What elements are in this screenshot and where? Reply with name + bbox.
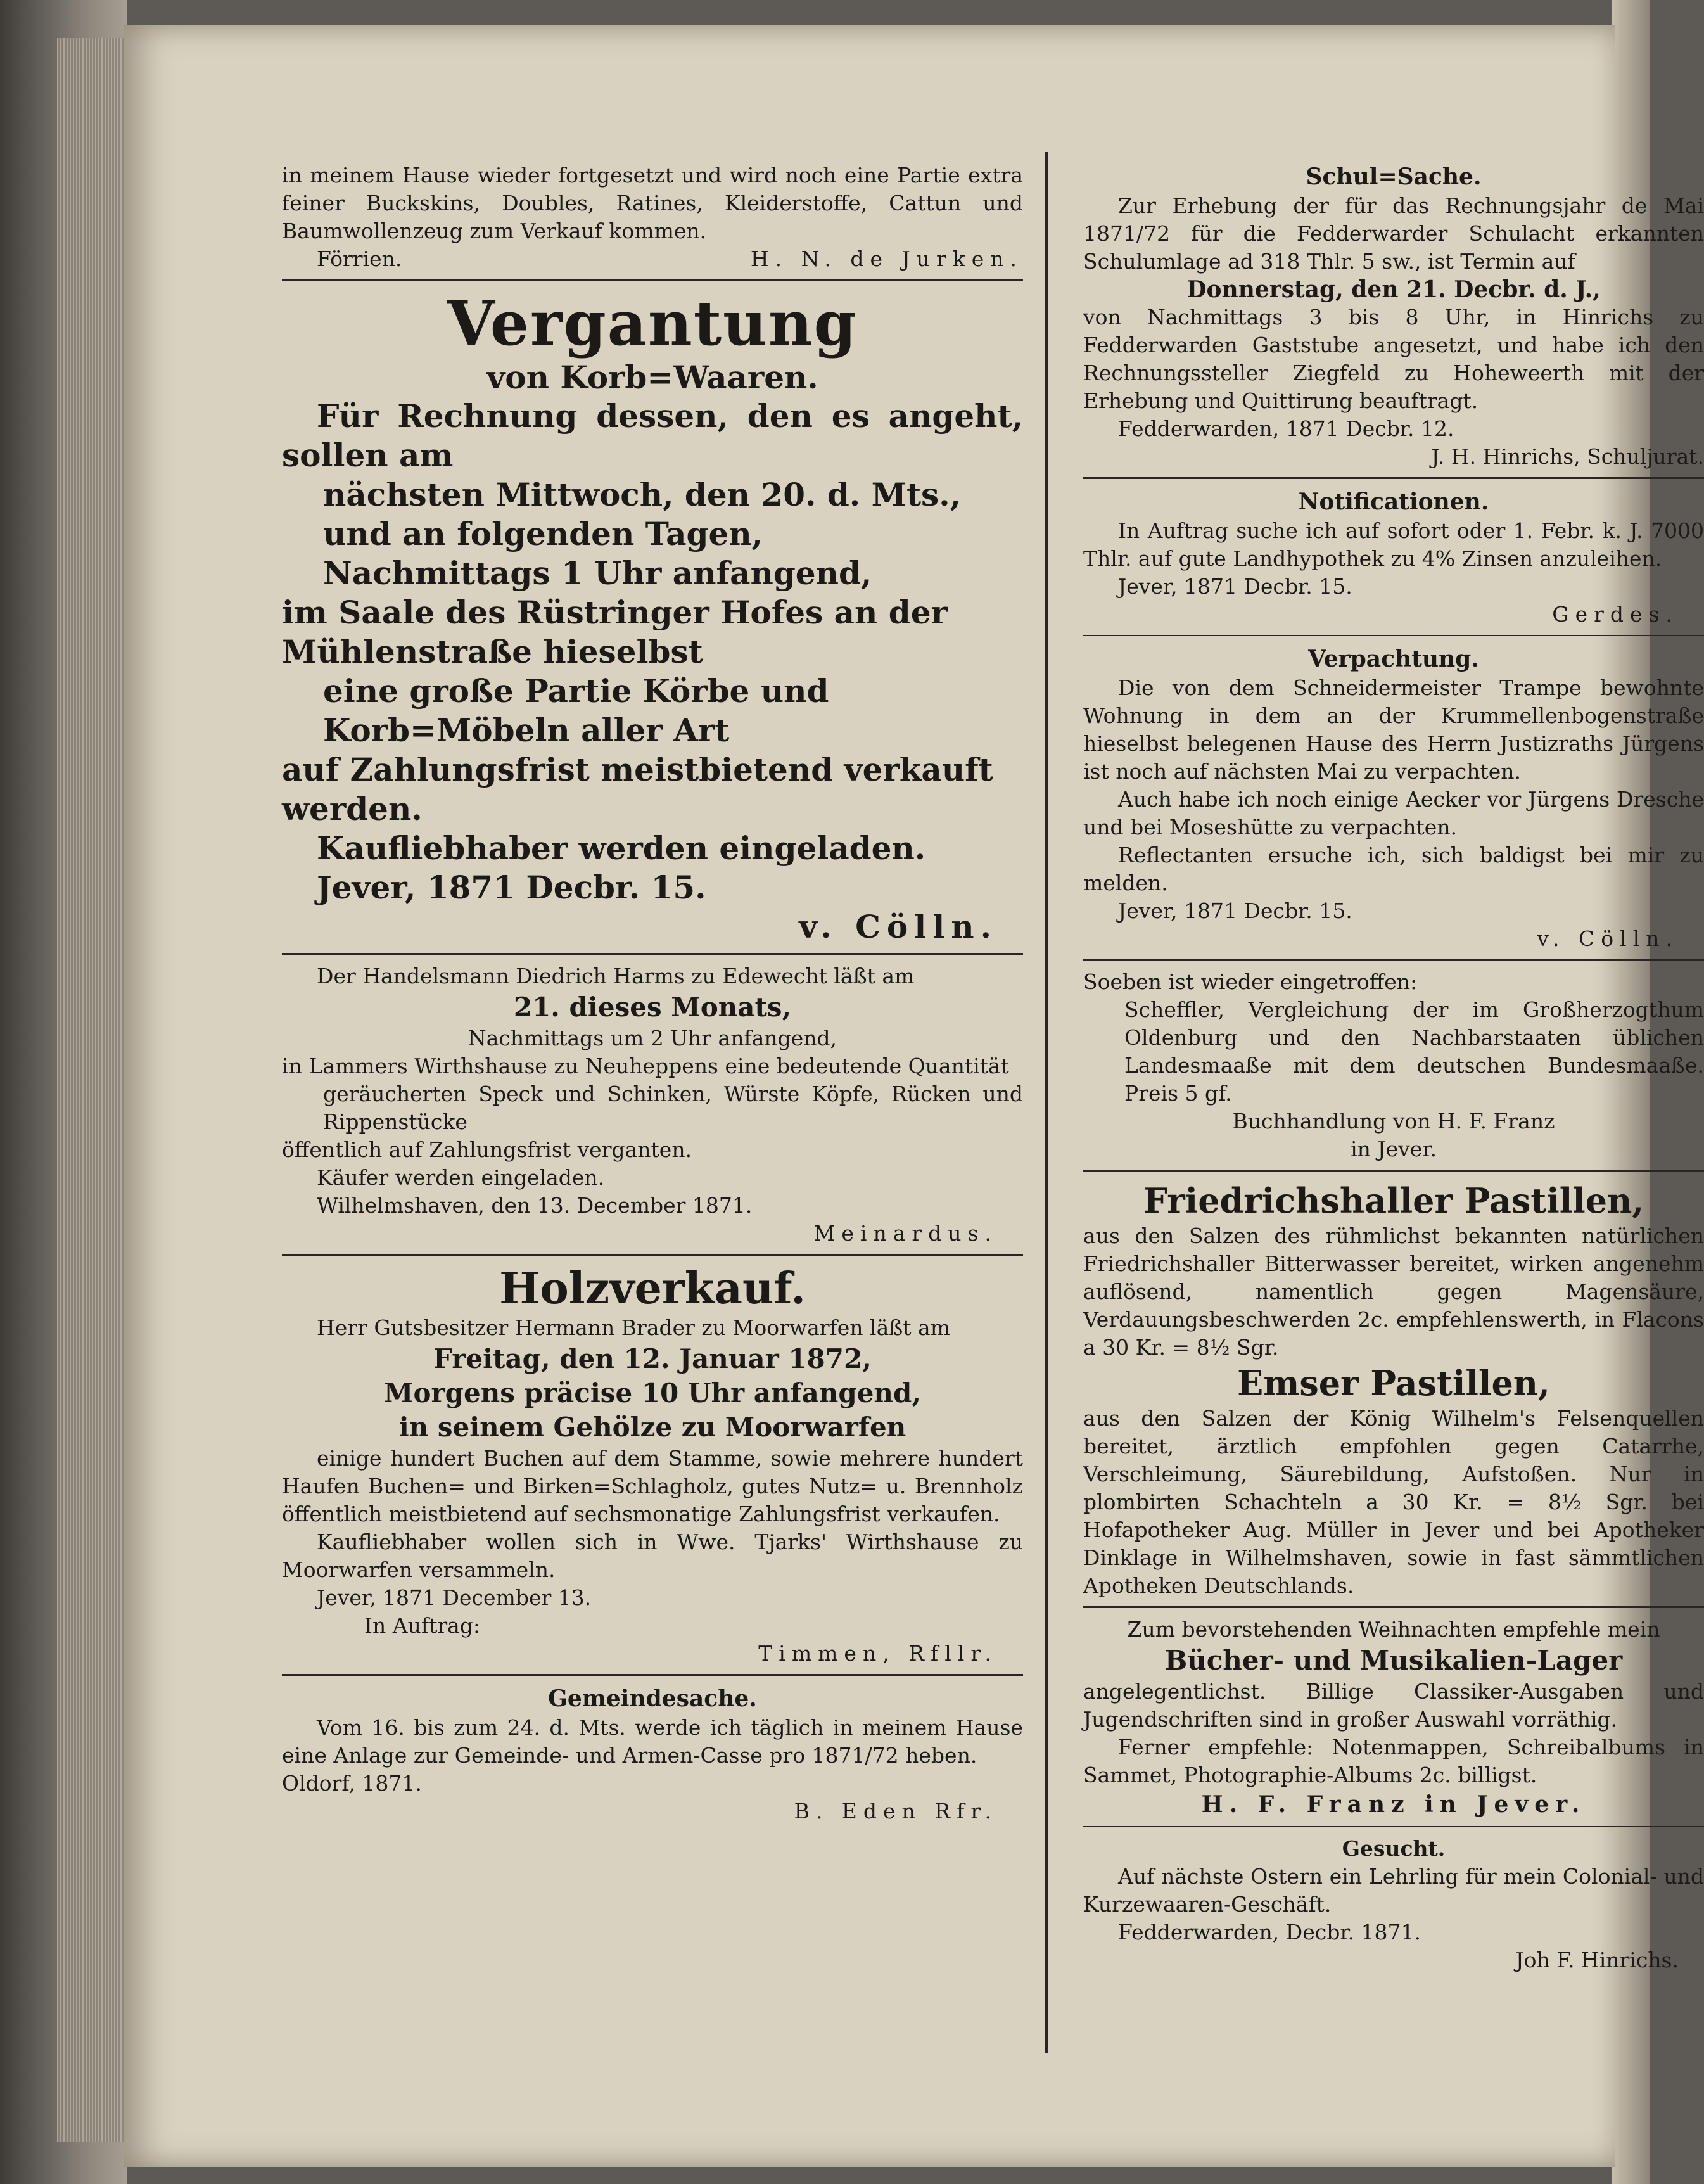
ad-location-big: in seinem Gehölze zu Moorwarfen — [398, 1412, 906, 1443]
ad-line: Kaufliebhaber werden eingeladen. — [317, 829, 926, 867]
ad-text: Kaufliebhaber wollen sich in Wwe. Tjarks' Wirthshause zu Moorwarfen versammeln. — [282, 1529, 1023, 1582]
ad-text: angelegentlichst. Billige Classiker-Ausgaben und Jugendschriften sind in großer Auswahl vorräthig. — [1083, 1679, 1704, 1732]
ad-date: Jever, 1871 Decbr. 15. — [317, 869, 706, 906]
ad-line: eine große Partie Körbe und Korb=Möbeln aller Art — [323, 672, 829, 749]
signer: B. Eden Rfr. — [794, 1799, 998, 1823]
signature-row — [282, 245, 1023, 273]
ad-text: aus den Salzen der König Wilhelm's Felsenquellen bereitet, ärztlich empfohlen gegen Catarrhe, Verschleimung, Säurebildung, Aufstoßen. Nur in plombirten Schachteln a 30 Kr. = 8½ Sgr. bei Hofapotheker Aug. Müller in Jever und bei Apotheker Dinklage in Wilhelmshaven, sowie in fast sämmtlichen Apotheken Deutschlands. — [1083, 1406, 1704, 1598]
ad-text: Soeben ist wieder eingetroffen: — [1083, 969, 1418, 994]
ad-text: Die von dem Schneidermeister Trampe bewohnte Wohnung in dem an der Krummellenbogenstraße hieselbst belegenen Hause des Herrn Justizraths Jürgens ist noch auf nächsten Mai zu verpachten. — [1083, 675, 1704, 784]
ad-line: im Saale des Rüstringer Hofes an der Mühlenstraße hieselbst — [282, 594, 948, 670]
separator — [282, 1254, 1023, 1256]
ad-title: Verpachtung. — [1308, 646, 1479, 672]
ad-harms — [282, 962, 1023, 1248]
ad-title: Bücher- und Musikalien-Lager — [1164, 1645, 1623, 1676]
ad-korb-vergantung — [282, 289, 1023, 947]
signer: Gerdes. — [1552, 602, 1679, 627]
ad-date: Oldorf, 1871. — [282, 1771, 422, 1796]
ad-text: von Nachmittags 3 bis 8 Uhr, in Hinrichs zu Fedderwarden Gaststube angesetzt, und habe ich den Rechnungssteller Ziegfeld zu Hoheweerth mit der Erhebung und Quittirung beauftragt. — [1083, 305, 1704, 413]
signer: Timmen, Rfllr. — [758, 1641, 998, 1666]
ad-date: Jever, 1871 Decbr. 15. — [1118, 574, 1352, 599]
separator — [1083, 1170, 1704, 1172]
ad-text: Auf nächste Ostern ein Lehrling für mein Colonial- und Kurzewaaren-Geschäft. — [1083, 1864, 1704, 1917]
signer: v. Cölln. — [799, 908, 998, 945]
ad-date: Jever, 1871 December 13. — [317, 1585, 592, 1610]
ad-text: Reflectanten ersuche ich, sich baldigst bei mir zu melden. — [1083, 843, 1704, 895]
ad-emser — [1083, 1362, 1704, 1600]
ad-text: einige hundert Buchen auf dem Stamme, sowie mehrere hundert Haufen Buchen= und Birken=Schlagholz, gutes Nutz= u. Brennholz öffentlich meistbietend auf sechsmonatige Zahlungsfrist verkaufen. — [282, 1446, 1023, 1526]
ad-text: in Lammers Wirthshause zu Neuheppens eine bedeutende Quantität — [282, 1054, 1009, 1078]
ad-title: Emser Pastillen, — [1237, 1363, 1550, 1403]
ad-franz-lager — [1083, 1616, 1704, 1820]
column-divider — [1045, 152, 1048, 2053]
ad-text: Auch habe ich noch einige Aecker vor Jürgens Dresche und bei Moseshütte zu verpachten. — [1083, 787, 1704, 840]
ad-date-big: Freitag, den 12. Januar 1872, — [433, 1343, 872, 1374]
ad-title: Gemeindesache. — [548, 1685, 757, 1712]
ad-verpachtung — [1083, 644, 1704, 953]
ad-text: geräucherten Speck und Schinken, Würste Köpfe, Rücken und Rippenstücke — [323, 1082, 1023, 1134]
ad-date-big: Donnerstag, den 21. Decbr. d. J., — [1186, 276, 1601, 303]
separator — [1083, 477, 1704, 479]
book-page-stack — [57, 38, 127, 2142]
ad-friedrichshaller — [1083, 1179, 1704, 1362]
left-column — [282, 162, 1023, 1825]
ad-date: Jever, 1871 Decbr. 15. — [1118, 898, 1352, 923]
ad-line: Nachmittags 1 Uhr anfangend, — [323, 554, 872, 592]
signer: Joh F. Hinrichs. — [1515, 1948, 1679, 1972]
ad-text: Herr Gutsbesitzer Hermann Brader zu Moorwarfen läßt am — [317, 1315, 951, 1340]
right-column — [1083, 162, 1704, 1974]
ad-date: Wilhelmshaven, den 13. December 1871. — [317, 1193, 753, 1218]
ad-text: in meinem Hause wieder fortgesetzt und wird noch eine Partie extra feiner Buckskins, Doubles, Ratines, Kleiderstoffe, Cattun und Baumwollenzeug zum Verkauf kommen. — [282, 163, 1023, 243]
ad-holzverkauf — [282, 1263, 1023, 1668]
ad-line: nächsten Mittwoch, den 20. d. Mts., und an folgenden Tagen, — [323, 476, 962, 552]
ad-title: Friedrichshaller Pastillen, — [1143, 1180, 1644, 1221]
signer: H. N. de Jurken. — [750, 246, 1023, 271]
separator — [282, 1674, 1023, 1676]
ad-title: Holzverkauf. — [499, 1263, 806, 1314]
ad-date: Fedderwarden, 1871 Decbr. 12. — [1118, 416, 1454, 441]
ad-gemeindesache — [282, 1683, 1023, 1825]
ad-schulsache — [1083, 162, 1704, 471]
ad-time-big: Morgens präcise 10 Uhr anfangend, — [384, 1377, 921, 1408]
ad-text: Zur Erhebung der für das Rechnungsjahr de Mai 1871/72 für die Fedderwarder Schulacht erkannten Schulumlage ad 318 Thlr. 5 sw., ist Termin auf — [1083, 193, 1704, 274]
ad-gesucht — [1083, 1835, 1704, 1974]
ad-text: In Auftrag: — [364, 1613, 481, 1638]
ad-date-big: 21. dieses Monats, — [513, 992, 792, 1023]
ad-text: Buchhandlung von H. F. Franz — [1232, 1109, 1555, 1134]
separator — [282, 279, 1023, 281]
ad-title: Notificationen. — [1298, 489, 1489, 515]
separator — [1083, 1826, 1704, 1827]
ad-line: Für Rechnung dessen, den es angeht, sollen am — [282, 397, 1023, 474]
signer: Meinardus. — [813, 1221, 998, 1246]
ad-text: Zum bevorstehenden Weihnachten empfehle mein — [1127, 1617, 1660, 1642]
separator — [1083, 959, 1704, 961]
ad-subtitle: von Korb=Waaren. — [486, 359, 818, 396]
ad-text: Käufer werden eingeladen. — [317, 1165, 605, 1190]
ad-text: Vom 16. bis zum 24. d. Mts. werde ich täglich in meinem Hause eine Anlage zur Gemeinde- und Armen-Casse pro 1871/72 heben. — [282, 1715, 1023, 1768]
ad-text: aus den Salzen des rühmlichst bekannten natürlichen Friedrichshaller Bitterwasser bereitet, wirken angenehm auflösend, namentlich gegen Magensäure, Verdauungsbeschwerden 2c. empfehlenswerth, in Flacons a 30 Kr. = 8½ Sgr. — [1083, 1223, 1704, 1360]
ad-text: Nachmittags um 2 Uhr anfangend, — [467, 1026, 837, 1050]
separator — [1083, 1606, 1704, 1608]
ad-text: Ferner empfehle: Notenmappen, Schreibalbums in Sammet, Photographie-Albums 2c. billigst. — [1083, 1735, 1704, 1787]
ad-notificationen — [1083, 487, 1704, 629]
ad-text: öffentlich auf Zahlungsfrist verganten. — [282, 1137, 692, 1162]
newspaper-page — [124, 25, 1704, 2167]
separator — [1083, 635, 1704, 636]
ad-title: Schul=Sache. — [1306, 163, 1482, 190]
ad-text: In Auftrag suche ich auf sofort oder 1. Febr. k. J. 7000 Thlr. auf gute Landhypothek zu 4% Zinsen anzuleihen. — [1083, 518, 1704, 571]
ad-buchhandlung — [1083, 968, 1704, 1163]
ad-text: Scheffler, Vergleichung der im Großherzogthum Oldenburg und den Nachbarstaaten üblichen Landesmaaße mit dem deutschen Bundesmaaße. Preis 5 gf. — [1124, 997, 1704, 1106]
ad-date: Fedderwarden, Decbr. 1871. — [1118, 1920, 1421, 1945]
signer: v. Cölln. — [1537, 926, 1679, 951]
ad-title: Vergantung — [447, 288, 858, 359]
signer: H. F. Franz in Jever. — [1201, 1791, 1586, 1818]
ad-title: Gesucht. — [1342, 1836, 1446, 1861]
ad-textile-sale — [282, 162, 1023, 273]
place: Förrien. — [317, 246, 402, 271]
separator — [282, 953, 1023, 955]
ad-line: auf Zahlungsfrist meistbietend verkauft werden. — [282, 751, 993, 827]
ad-text: in Jever. — [1351, 1137, 1437, 1161]
signer: J. H. Hinrichs, Schuljurat. — [1431, 444, 1704, 469]
ad-text: Der Handelsmann Diedrich Harms zu Edewecht läßt am — [317, 964, 915, 988]
